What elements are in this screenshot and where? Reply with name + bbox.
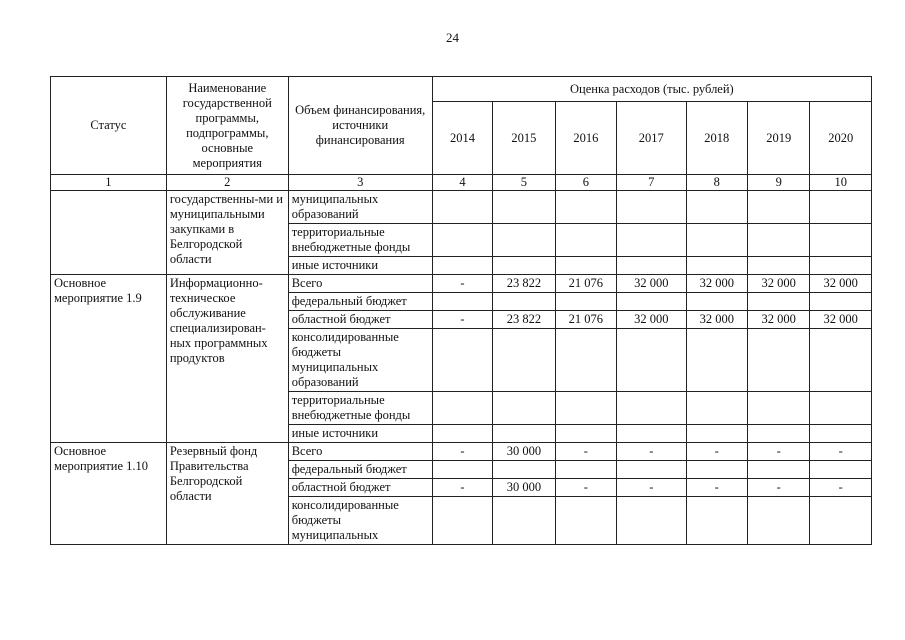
row-value-cell (493, 497, 555, 545)
row-value-cell (617, 257, 687, 275)
column-number: 10 (810, 175, 872, 191)
budget-table (50, 76, 872, 545)
row-value-cell: - (432, 443, 492, 461)
row-value-cell (432, 425, 492, 443)
header-year: 2018 (686, 102, 747, 175)
header-estimate: Оценка расходов (тыс. рублей) (432, 77, 871, 102)
row-value-cell (810, 329, 872, 392)
row-value-cell (432, 191, 492, 224)
row-value-cell (686, 392, 747, 425)
row-value-cell (617, 224, 687, 257)
row-value-cell (555, 329, 616, 392)
row-value-cell: - (432, 311, 492, 329)
column-number: 3 (288, 175, 432, 191)
row-funding-source: областной бюджет (288, 479, 432, 497)
row-value-cell (810, 425, 872, 443)
row-value-cell (747, 293, 809, 311)
row-value-cell: - (810, 443, 872, 461)
row-funding-source: консолидированные бюджеты муниципальных (288, 497, 432, 545)
header-status: Статус (51, 77, 167, 175)
row-status: Основное мероприятие 1.9 (51, 275, 167, 443)
row-value-cell (493, 329, 555, 392)
row-value-cell: 21 076 (555, 311, 616, 329)
row-value-cell (686, 224, 747, 257)
row-value-cell (493, 392, 555, 425)
row-funding-source: федеральный бюджет (288, 293, 432, 311)
row-value-cell (747, 224, 809, 257)
header-name: Наименование государственной программы, подпрограммы, основные мероприятия (166, 77, 288, 175)
row-value-cell (493, 425, 555, 443)
row-value-cell: - (686, 443, 747, 461)
row-value-cell: - (432, 275, 492, 293)
row-value-cell (555, 461, 616, 479)
header-row-1 (51, 77, 872, 102)
row-value-cell (432, 224, 492, 257)
row-value-cell (686, 257, 747, 275)
row-value-cell (686, 191, 747, 224)
table-row (51, 191, 872, 224)
row-program-name: Информационно-техническое обслуживание специализирован-ных программных продуктов (166, 275, 288, 443)
row-value-cell (747, 257, 809, 275)
row-funding-source: федеральный бюджет (288, 461, 432, 479)
row-funding-source: иные источники (288, 425, 432, 443)
row-value-cell (747, 329, 809, 392)
row-value-cell: - (747, 479, 809, 497)
row-funding-source: территориальные внебюджетные фонды (288, 224, 432, 257)
row-value-cell: 21 076 (555, 275, 616, 293)
column-number: 8 (686, 175, 747, 191)
row-value-cell (747, 191, 809, 224)
row-value-cell (747, 497, 809, 545)
row-value-cell: - (555, 479, 616, 497)
row-value-cell (617, 497, 687, 545)
row-value-cell (686, 293, 747, 311)
row-value-cell (617, 392, 687, 425)
row-value-cell: - (617, 479, 687, 497)
row-value-cell (617, 461, 687, 479)
row-program-name: государственны-ми и муниципальными закупками в Белгородской области (166, 191, 288, 275)
row-value-cell (810, 293, 872, 311)
row-value-cell: 32 000 (686, 311, 747, 329)
row-value-cell (617, 329, 687, 392)
column-number-row (51, 175, 872, 191)
row-value-cell (432, 392, 492, 425)
row-value-cell (555, 497, 616, 545)
row-value-cell (432, 329, 492, 392)
row-value-cell (432, 461, 492, 479)
column-number: 9 (747, 175, 809, 191)
row-value-cell (555, 392, 616, 425)
column-number: 4 (432, 175, 492, 191)
row-value-cell (810, 461, 872, 479)
row-value-cell: 23 822 (493, 311, 555, 329)
row-value-cell (493, 461, 555, 479)
row-value-cell (617, 191, 687, 224)
row-value-cell (555, 425, 616, 443)
row-value-cell: - (686, 479, 747, 497)
row-value-cell (686, 497, 747, 545)
row-value-cell (555, 293, 616, 311)
table-row (51, 275, 872, 293)
row-value-cell (493, 224, 555, 257)
row-value-cell: - (810, 479, 872, 497)
row-value-cell (747, 461, 809, 479)
row-value-cell (810, 257, 872, 275)
column-number: 6 (555, 175, 616, 191)
header-year: 2015 (493, 102, 555, 175)
row-value-cell (617, 293, 687, 311)
row-value-cell (493, 191, 555, 224)
row-value-cell (686, 425, 747, 443)
row-funding-source: муниципальных образований (288, 191, 432, 224)
row-value-cell (493, 257, 555, 275)
row-value-cell (432, 293, 492, 311)
row-value-cell (493, 293, 555, 311)
row-funding-source: консолидированные бюджеты муниципальных образований (288, 329, 432, 392)
table-row (51, 443, 872, 461)
row-value-cell (555, 191, 616, 224)
page-number: 24 (446, 30, 459, 45)
row-value-cell (617, 425, 687, 443)
row-value-cell (686, 461, 747, 479)
row-funding-source: территориальные внебюджетные фонды (288, 392, 432, 425)
row-value-cell: 23 822 (493, 275, 555, 293)
row-value-cell (747, 425, 809, 443)
column-number: 1 (51, 175, 167, 191)
row-value-cell: 32 000 (747, 311, 809, 329)
row-funding-source: иные источники (288, 257, 432, 275)
row-value-cell: 32 000 (617, 311, 687, 329)
row-value-cell: - (747, 443, 809, 461)
row-value-cell: 32 000 (686, 275, 747, 293)
column-number: 7 (617, 175, 687, 191)
header-year: 2019 (747, 102, 809, 175)
row-funding-source: Всего (288, 275, 432, 293)
column-number: 5 (493, 175, 555, 191)
row-status: Основное мероприятие 1.10 (51, 443, 167, 545)
row-funding-source: областной бюджет (288, 311, 432, 329)
row-value-cell (432, 497, 492, 545)
row-value-cell (810, 191, 872, 224)
row-value-cell: - (555, 443, 616, 461)
header-year: 2016 (555, 102, 616, 175)
row-value-cell (432, 257, 492, 275)
column-number: 2 (166, 175, 288, 191)
row-value-cell: - (617, 443, 687, 461)
row-value-cell: 30 000 (493, 479, 555, 497)
row-value-cell: - (432, 479, 492, 497)
row-value-cell (810, 224, 872, 257)
row-funding-source: Всего (288, 443, 432, 461)
row-value-cell (686, 329, 747, 392)
row-value-cell: 32 000 (810, 275, 872, 293)
row-value-cell: 32 000 (747, 275, 809, 293)
row-value-cell: 30 000 (493, 443, 555, 461)
row-value-cell (555, 257, 616, 275)
row-value-cell: 32 000 (617, 275, 687, 293)
row-status (51, 191, 167, 275)
header-volume: Объем финансирования, источники финансирования (288, 77, 432, 175)
row-value-cell: 32 000 (810, 311, 872, 329)
header-year: 2017 (617, 102, 687, 175)
row-value-cell (810, 497, 872, 545)
row-value-cell (810, 392, 872, 425)
header-year: 2020 (810, 102, 872, 175)
row-value-cell (747, 392, 809, 425)
row-value-cell (555, 224, 616, 257)
row-program-name: Резервный фонд Правительства Белгородской области (166, 443, 288, 545)
header-year: 2014 (432, 102, 492, 175)
